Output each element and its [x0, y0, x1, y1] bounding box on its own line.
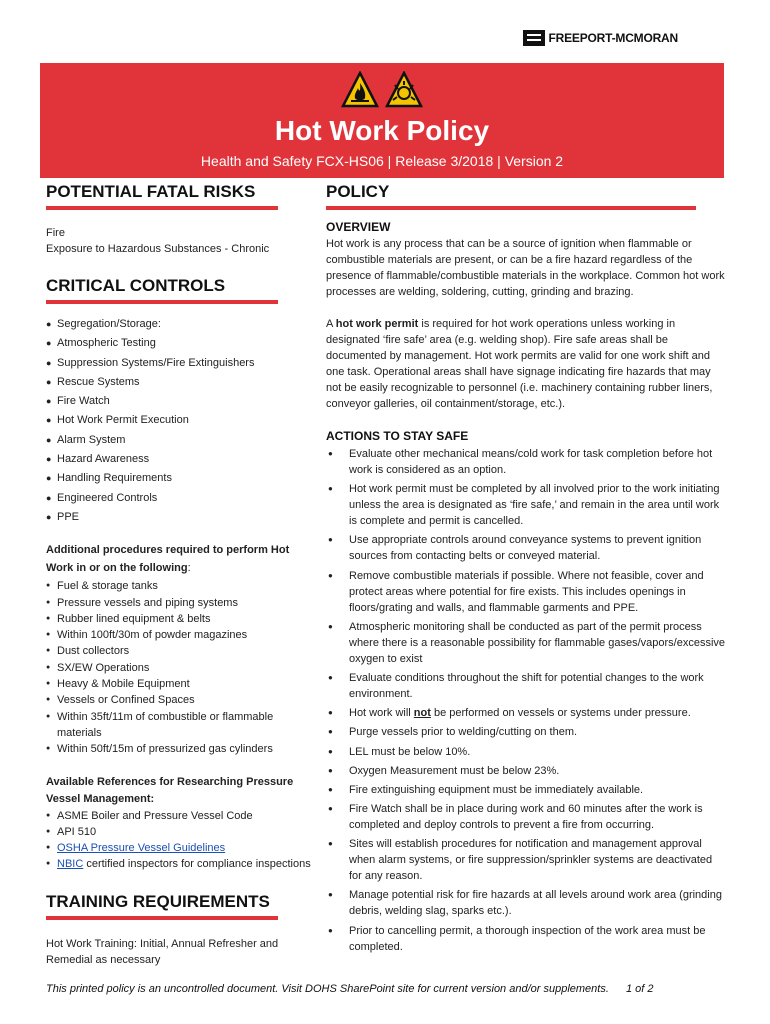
action-text: be performed on vessels or systems under pressure.	[430, 707, 691, 720]
action-item: ● Purge vessels prior to welding/cutting on them.	[326, 724, 726, 740]
list-item: ● Hazard Awareness	[46, 450, 311, 469]
list-item: ● ASME Boiler and Pressure Vessel Code	[46, 808, 311, 824]
action-item	[326, 705, 726, 721]
nbic-link[interactable]: NBIC	[57, 858, 84, 871]
action-item: ● Hot work permit must be completed by all involved prior to the work initiating unless the area is designated as ‘fire safe,’ and remain in the area until work is complete and permit is cancelled.	[326, 481, 726, 529]
permit-bold-text: hot work permit	[335, 318, 419, 330]
action-item: ● Oxygen Measurement must be below 23%.	[326, 763, 726, 779]
list-item: ● Rescue Systems	[46, 373, 311, 392]
action-item: ● Evaluate other mechanical means/cold work for task completion before hot work is considered as an option.	[326, 446, 726, 478]
permit-text-pre: A	[326, 318, 336, 330]
fatal-risk-item: Exposure to Hazardous Substances - Chronic	[46, 243, 270, 255]
list-item: ● Rubber lined equipment & belts	[46, 611, 311, 627]
action-item: ● LEL must be below 10%.	[326, 744, 726, 760]
additional-procedures-heading	[46, 541, 311, 577]
list-item: ● Vessels or Confined Spaces	[46, 692, 311, 708]
fatal-risks-list	[46, 225, 311, 257]
section-divider	[326, 206, 696, 210]
list-item: ● Segregation/Storage:	[46, 315, 311, 334]
list-item: ● Alarm System	[46, 431, 311, 450]
actions-heading: ACTIONS TO STAY SAFE	[326, 429, 469, 443]
fatal-risks-heading: POTENTIAL FATAL RISKS	[46, 182, 256, 201]
permit-paragraph	[326, 316, 726, 412]
action-item: ● Atmospheric monitoring shall be conducted as part of the permit process where there is a reasonable possibility for flammable gases/vapors/excessive oxygen to exist	[326, 619, 726, 667]
list-item: ● Dust collectors	[46, 643, 311, 659]
list-item: ● Suppression Systems/Fire Extinguishers	[46, 354, 311, 373]
list-item: ● Hot Work Permit Execution	[46, 411, 311, 430]
flammable-hazard-icon	[341, 71, 379, 109]
critical-controls-heading: CRITICAL CONTROLS	[46, 276, 226, 295]
footer-disclaimer: This printed policy is an uncontrolled document. Visit DOHS SharePoint site for current version and/or supplements.	[46, 983, 609, 995]
list-item: ● Fire Watch	[46, 392, 311, 411]
fatal-risk-item: Fire	[46, 227, 65, 239]
page-footer	[46, 983, 654, 995]
section-divider	[46, 300, 278, 304]
list-item	[46, 840, 311, 856]
action-item: ● Remove combustible materials if possible. Where not feasible, cover and protect areas where potential for fire exists. This includes openings in floors/grating and walls, and flammable garments and PPE.	[326, 568, 726, 616]
overview-text: Hot work is any process that can be a source of ignition when flammable or combustible materials are present, or can be a fire hazard regardless of the presence of flammable/combustible materials in the workplace. Common hot work processes are welding, soldering, cutting, grinding and brazing.	[326, 238, 725, 298]
action-text: Hot work will	[349, 707, 414, 720]
action-item: ● Use appropriate controls around conveyance systems to prevent ignition sources from contacting belts or conveyed material.	[326, 532, 726, 564]
action-item: ● Prior to cancelling permit, a thorough inspection of the work area must be completed.	[326, 923, 726, 955]
page-subtitle: Health and Safety FCX-HS06 | Release 3/2018 | Version 2	[200, 153, 564, 169]
list-item: ● Handling Requirements	[46, 469, 311, 488]
overview-heading: OVERVIEW	[326, 220, 391, 234]
page-number: 1 of 2	[625, 983, 654, 995]
references-list	[46, 808, 311, 873]
list-item	[46, 856, 311, 872]
action-emphasis: not	[413, 707, 431, 720]
title-banner	[40, 63, 724, 178]
training-heading: TRAINING REQUIREMENTS	[46, 891, 270, 911]
left-column	[46, 178, 311, 968]
list-item: ● SX/EW Operations	[46, 660, 311, 676]
action-item: ● Manage potential risk for fire hazards at all levels around work area (grinding debris, welding slag, sparks etc.).	[326, 887, 726, 919]
list-item: ● Pressure vessels and piping systems	[46, 595, 311, 611]
list-item: ● Fuel & storage tanks	[46, 578, 311, 594]
list-item: ● Within 100ft/30m of powder magazines	[46, 627, 311, 643]
section-divider	[46, 916, 278, 920]
action-item: ● Fire extinguishing equipment must be immediately available.	[326, 782, 726, 798]
references-heading: Available References for Researching Pressure Vessel Management:	[46, 775, 294, 805]
company-logo	[523, 30, 678, 46]
fire-hazard-icon	[385, 71, 423, 109]
list-item: ● Within 50ft/15m of pressurized gas cylinders	[46, 741, 311, 757]
additional-procedures-list	[46, 578, 311, 757]
policy-heading: POLICY	[326, 182, 390, 201]
training-text: Hot Work Training: Initial, Annual Refresher and Remedial as necessary	[46, 937, 279, 966]
additional-heading-colon: :	[187, 562, 191, 575]
right-column	[326, 178, 726, 958]
logo-text: FREEPORT-MCMORAN	[548, 31, 678, 45]
list-item: ● Within 35ft/11m of combustible or flammable materials	[46, 709, 311, 742]
list-item: ● API 510	[46, 824, 311, 840]
permit-text-rest: is required for hot work operations unless working in designated ‘fire safe’ area (e.g. welding shop). Fire safe areas shall be documented by management. Hot work permits are valid for one work shift and one task. Operational areas shall have signage indicating fire hazards that may not be easily recognizable to personnel (i.e. machinery containing rubber liners, conveyor galleries, oil containment/storage, etc.).	[326, 318, 713, 410]
list-item: ● Engineered Controls	[46, 489, 311, 508]
hazard-icons	[40, 71, 724, 109]
critical-controls-list	[46, 315, 311, 527]
nbic-item-text: certified inspectors for compliance inspections	[83, 858, 311, 871]
osha-guidelines-link[interactable]: OSHA Pressure Vessel Guidelines	[57, 842, 226, 855]
action-item: ● Fire Watch shall be in place during work and 60 minutes after the work is completed and deploy controls to prevent a fire from occurring.	[326, 801, 726, 833]
page-title: Hot Work Policy	[274, 115, 490, 146]
section-divider	[46, 206, 278, 210]
action-item: ● Sites will establish procedures for notification and management approval when alarm systems, or fire suppression/sprinkler systems are deactivated for any reason.	[326, 836, 726, 884]
additional-heading-text: Additional procedures required to perform Hot Work in or on the following	[46, 544, 290, 575]
action-item: ● Evaluate conditions throughout the shift for potential changes to the work environment.	[326, 670, 726, 702]
list-item: ● Atmospheric Testing	[46, 334, 311, 353]
logo-mark-icon	[523, 30, 545, 46]
list-item: ● Heavy & Mobile Equipment	[46, 676, 311, 692]
list-item: ● PPE	[46, 508, 311, 527]
actions-list	[326, 446, 726, 955]
